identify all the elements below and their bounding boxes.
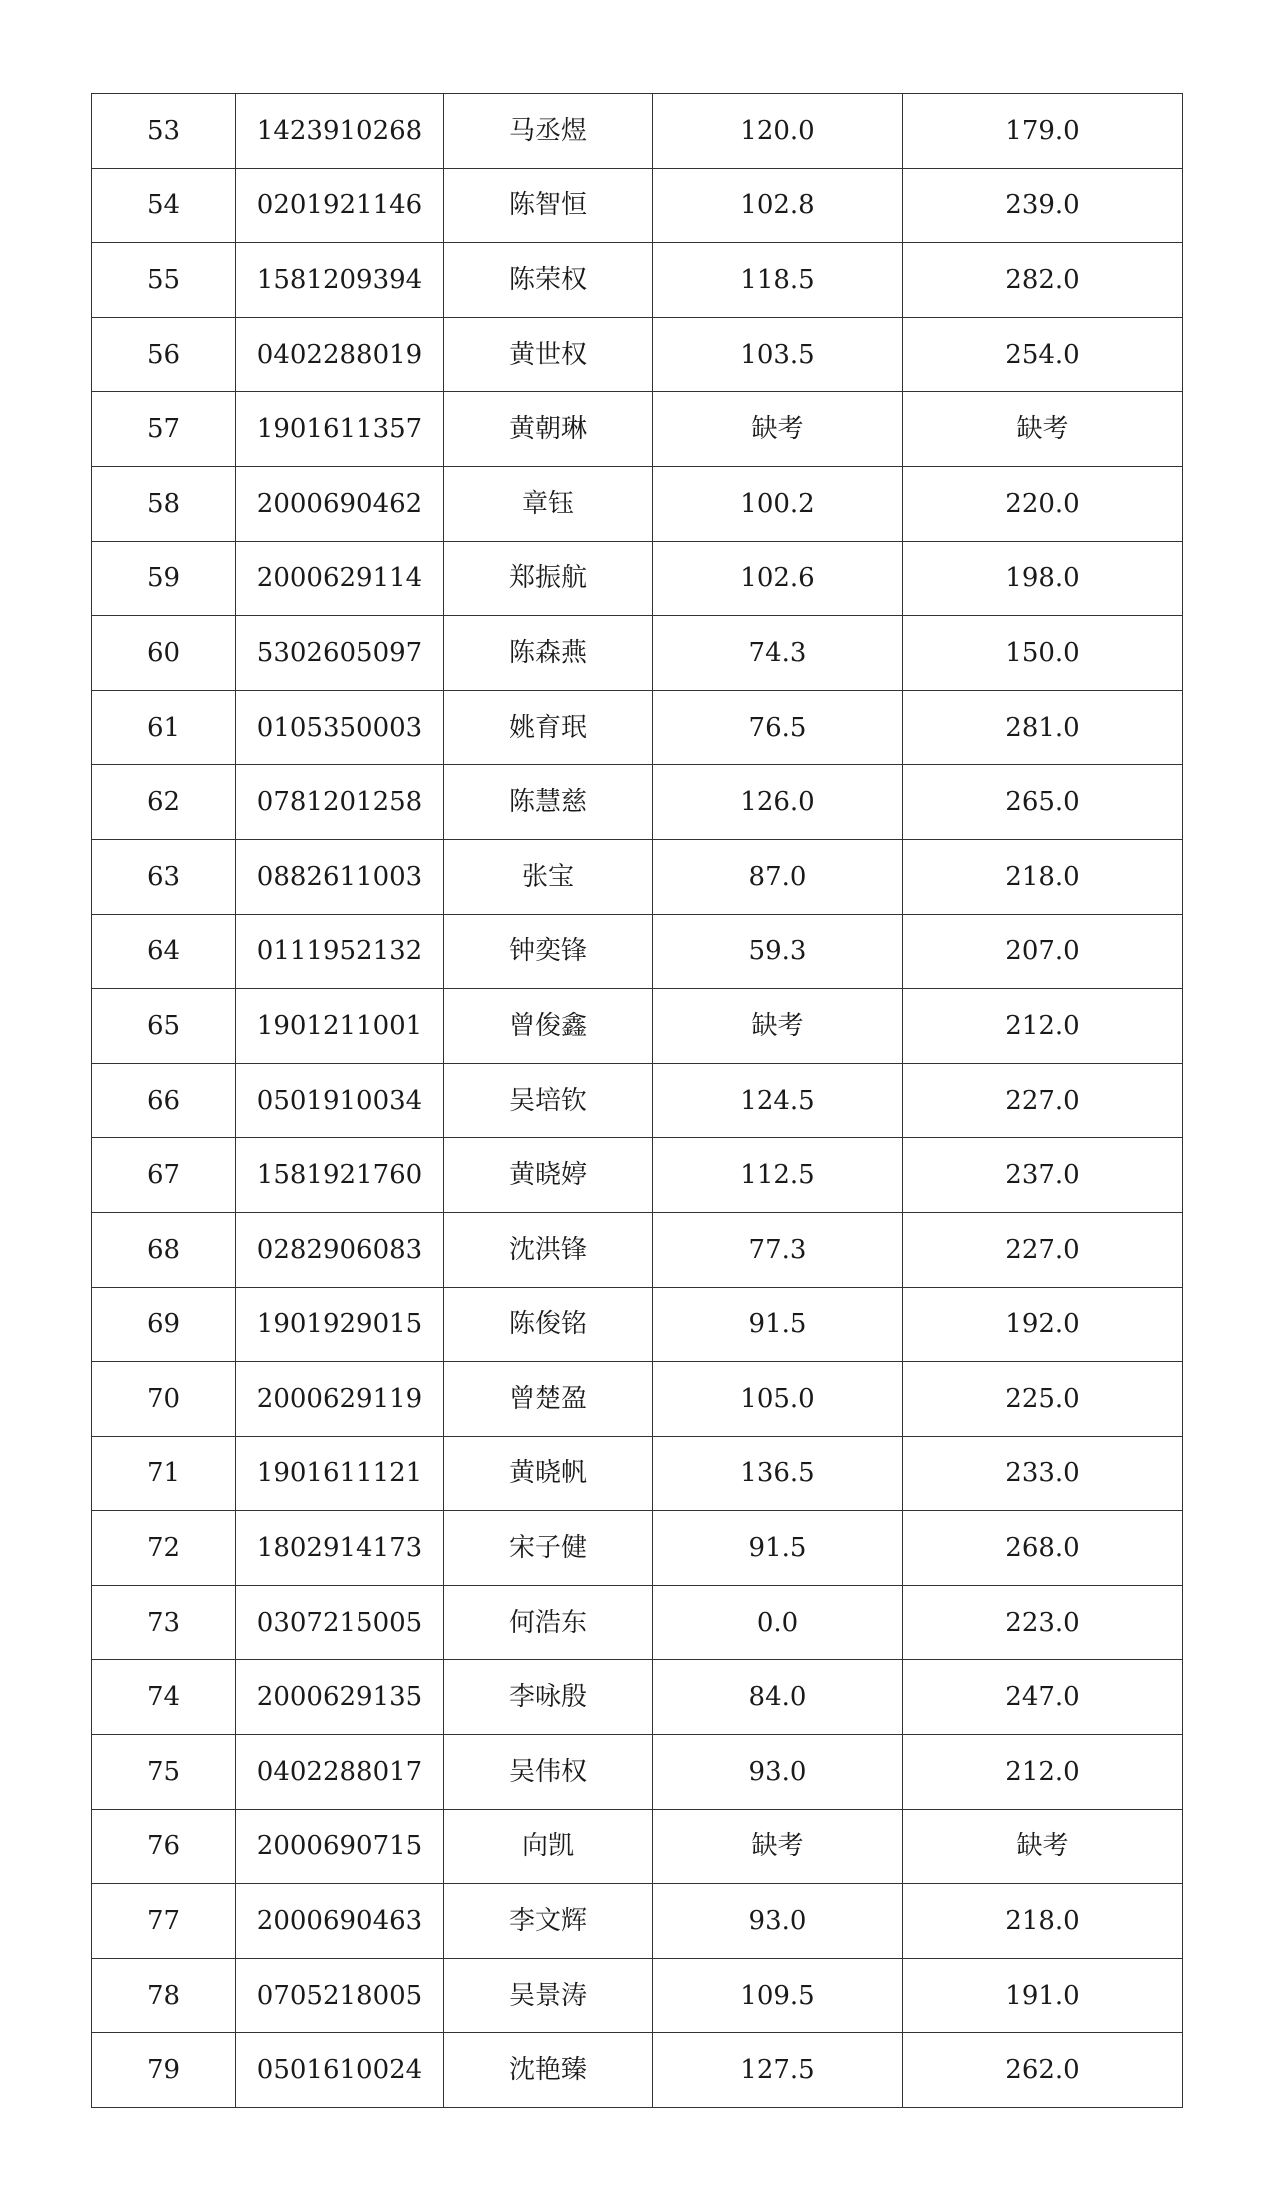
score-1-cell: 缺考: [653, 989, 903, 1064]
candidate-id-cell: 5302605097: [236, 616, 444, 691]
table-row: [92, 1585, 1183, 1660]
score-2-cell: 281.0: [903, 690, 1183, 765]
row-number-cell: 74: [92, 1660, 236, 1735]
row-number-cell: 54: [92, 168, 236, 243]
table-row: [92, 989, 1183, 1064]
candidate-name-cell: 黄晓帆: [444, 1436, 653, 1511]
score-1-cell: 93.0: [653, 1735, 903, 1810]
candidate-name-cell: 李咏殷: [444, 1660, 653, 1735]
score-table: [91, 93, 1183, 2108]
score-2-cell: 262.0: [903, 2033, 1183, 2108]
row-number-cell: 53: [92, 94, 236, 169]
candidate-id-cell: 1423910268: [236, 94, 444, 169]
score-1-cell: 126.0: [653, 765, 903, 840]
score-1-cell: 127.5: [653, 2033, 903, 2108]
score-1-cell: 120.0: [653, 94, 903, 169]
score-1-cell: 112.5: [653, 1138, 903, 1213]
candidate-id-cell: 2000690715: [236, 1809, 444, 1884]
candidate-id-cell: 0501610024: [236, 2033, 444, 2108]
candidate-id-cell: 1901211001: [236, 989, 444, 1064]
score-2-cell: 191.0: [903, 1958, 1183, 2033]
row-number-cell: 68: [92, 1212, 236, 1287]
row-number-cell: 57: [92, 392, 236, 467]
score-1-cell: 118.5: [653, 243, 903, 318]
candidate-id-cell: 0501910034: [236, 1063, 444, 1138]
score-2-cell: 282.0: [903, 243, 1183, 318]
table-row: [92, 1212, 1183, 1287]
table-row: [92, 616, 1183, 691]
row-number-cell: 60: [92, 616, 236, 691]
score-1-cell: 93.0: [653, 1884, 903, 1959]
score-2-cell: 268.0: [903, 1511, 1183, 1586]
score-1-cell: 87.0: [653, 839, 903, 914]
score-2-cell: 150.0: [903, 616, 1183, 691]
row-number-cell: 72: [92, 1511, 236, 1586]
table-row: [92, 1809, 1183, 1884]
score-2-cell: 237.0: [903, 1138, 1183, 1213]
candidate-name-cell: 张宝: [444, 839, 653, 914]
table-row: [92, 1063, 1183, 1138]
row-number-cell: 61: [92, 690, 236, 765]
candidate-name-cell: 钟奕锋: [444, 914, 653, 989]
row-number-cell: 70: [92, 1362, 236, 1437]
row-number-cell: 65: [92, 989, 236, 1064]
candidate-name-cell: 陈荣权: [444, 243, 653, 318]
table-row: [92, 541, 1183, 616]
score-2-cell: 198.0: [903, 541, 1183, 616]
row-number-cell: 77: [92, 1884, 236, 1959]
candidate-name-cell: 曾楚盈: [444, 1362, 653, 1437]
candidate-id-cell: 0111952132: [236, 914, 444, 989]
row-number-cell: 63: [92, 839, 236, 914]
candidate-id-cell: 0402288019: [236, 317, 444, 392]
score-2-cell: 254.0: [903, 317, 1183, 392]
score-2-cell: 227.0: [903, 1063, 1183, 1138]
candidate-name-cell: 陈森燕: [444, 616, 653, 691]
row-number-cell: 78: [92, 1958, 236, 2033]
row-number-cell: 79: [92, 2033, 236, 2108]
score-2-cell: 缺考: [903, 1809, 1183, 1884]
score-2-cell: 220.0: [903, 466, 1183, 541]
score-2-cell: 207.0: [903, 914, 1183, 989]
candidate-id-cell: 1901611357: [236, 392, 444, 467]
table-row: [92, 1436, 1183, 1511]
candidate-name-cell: 姚育珉: [444, 690, 653, 765]
candidate-name-cell: 向凯: [444, 1809, 653, 1884]
candidate-id-cell: 1901611121: [236, 1436, 444, 1511]
candidate-name-cell: 黄晓婷: [444, 1138, 653, 1213]
row-number-cell: 66: [92, 1063, 236, 1138]
row-number-cell: 64: [92, 914, 236, 989]
row-number-cell: 71: [92, 1436, 236, 1511]
candidate-id-cell: 2000690463: [236, 1884, 444, 1959]
candidate-name-cell: 陈慧慈: [444, 765, 653, 840]
candidate-name-cell: 沈洪锋: [444, 1212, 653, 1287]
table-row: [92, 466, 1183, 541]
score-2-cell: 212.0: [903, 989, 1183, 1064]
score-1-cell: 109.5: [653, 1958, 903, 2033]
table-row: [92, 243, 1183, 318]
table-row: [92, 94, 1183, 169]
score-1-cell: 76.5: [653, 690, 903, 765]
score-1-cell: 91.5: [653, 1511, 903, 1586]
score-1-cell: 136.5: [653, 1436, 903, 1511]
table-row: [92, 1287, 1183, 1362]
table-row: [92, 765, 1183, 840]
table-row: [92, 1884, 1183, 1959]
candidate-id-cell: 1581921760: [236, 1138, 444, 1213]
candidate-id-cell: 2000629119: [236, 1362, 444, 1437]
table-row: [92, 1511, 1183, 1586]
score-2-cell: 223.0: [903, 1585, 1183, 1660]
score-1-cell: 84.0: [653, 1660, 903, 1735]
table-row: [92, 317, 1183, 392]
candidate-id-cell: 1901929015: [236, 1287, 444, 1362]
candidate-name-cell: 李文辉: [444, 1884, 653, 1959]
score-2-cell: 192.0: [903, 1287, 1183, 1362]
score-2-cell: 179.0: [903, 94, 1183, 169]
row-number-cell: 58: [92, 466, 236, 541]
score-1-cell: 77.3: [653, 1212, 903, 1287]
candidate-id-cell: 2000629135: [236, 1660, 444, 1735]
score-2-cell: 247.0: [903, 1660, 1183, 1735]
table-row: [92, 914, 1183, 989]
table-row: [92, 2033, 1183, 2108]
candidate-id-cell: 0307215005: [236, 1585, 444, 1660]
table-row: [92, 839, 1183, 914]
score-2-cell: 227.0: [903, 1212, 1183, 1287]
candidate-name-cell: 吴景涛: [444, 1958, 653, 2033]
row-number-cell: 73: [92, 1585, 236, 1660]
score-2-cell: 218.0: [903, 839, 1183, 914]
candidate-name-cell: 章钰: [444, 466, 653, 541]
candidate-id-cell: 2000690462: [236, 466, 444, 541]
score-table-body: [92, 94, 1183, 2108]
row-number-cell: 56: [92, 317, 236, 392]
score-1-cell: 缺考: [653, 392, 903, 467]
candidate-name-cell: 沈艳臻: [444, 2033, 653, 2108]
table-row: [92, 690, 1183, 765]
score-1-cell: 102.8: [653, 168, 903, 243]
candidate-name-cell: 陈智恒: [444, 168, 653, 243]
row-number-cell: 67: [92, 1138, 236, 1213]
row-number-cell: 55: [92, 243, 236, 318]
row-number-cell: 75: [92, 1735, 236, 1810]
table-row: [92, 392, 1183, 467]
score-2-cell: 265.0: [903, 765, 1183, 840]
score-1-cell: 124.5: [653, 1063, 903, 1138]
candidate-name-cell: 吴伟权: [444, 1735, 653, 1810]
score-1-cell: 缺考: [653, 1809, 903, 1884]
row-number-cell: 59: [92, 541, 236, 616]
table-row: [92, 1735, 1183, 1810]
candidate-id-cell: 1581209394: [236, 243, 444, 318]
row-number-cell: 69: [92, 1287, 236, 1362]
score-2-cell: 239.0: [903, 168, 1183, 243]
candidate-id-cell: 0201921146: [236, 168, 444, 243]
table-row: [92, 1958, 1183, 2033]
score-1-cell: 102.6: [653, 541, 903, 616]
candidate-id-cell: 0282906083: [236, 1212, 444, 1287]
row-number-cell: 76: [92, 1809, 236, 1884]
candidate-name-cell: 马丞煜: [444, 94, 653, 169]
candidate-id-cell: 0882611003: [236, 839, 444, 914]
candidate-name-cell: 郑振航: [444, 541, 653, 616]
score-2-cell: 225.0: [903, 1362, 1183, 1437]
table-row: [92, 1138, 1183, 1213]
candidate-name-cell: 黄世权: [444, 317, 653, 392]
candidate-id-cell: 0781201258: [236, 765, 444, 840]
candidate-id-cell: 0705218005: [236, 1958, 444, 2033]
candidate-name-cell: 何浩东: [444, 1585, 653, 1660]
candidate-name-cell: 黄朝琳: [444, 392, 653, 467]
score-1-cell: 91.5: [653, 1287, 903, 1362]
score-2-cell: 233.0: [903, 1436, 1183, 1511]
candidate-name-cell: 陈俊铭: [444, 1287, 653, 1362]
score-1-cell: 100.2: [653, 466, 903, 541]
candidate-name-cell: 吴培钦: [444, 1063, 653, 1138]
table-row: [92, 168, 1183, 243]
score-2-cell: 218.0: [903, 1884, 1183, 1959]
table-row: [92, 1362, 1183, 1437]
candidate-name-cell: 宋子健: [444, 1511, 653, 1586]
score-1-cell: 0.0: [653, 1585, 903, 1660]
candidate-name-cell: 曾俊鑫: [444, 989, 653, 1064]
score-2-cell: 212.0: [903, 1735, 1183, 1810]
score-1-cell: 59.3: [653, 914, 903, 989]
candidate-id-cell: 1802914173: [236, 1511, 444, 1586]
candidate-id-cell: 2000629114: [236, 541, 444, 616]
score-1-cell: 105.0: [653, 1362, 903, 1437]
table-row: [92, 1660, 1183, 1735]
score-2-cell: 缺考: [903, 392, 1183, 467]
row-number-cell: 62: [92, 765, 236, 840]
score-1-cell: 103.5: [653, 317, 903, 392]
candidate-id-cell: 0105350003: [236, 690, 444, 765]
score-1-cell: 74.3: [653, 616, 903, 691]
candidate-id-cell: 0402288017: [236, 1735, 444, 1810]
